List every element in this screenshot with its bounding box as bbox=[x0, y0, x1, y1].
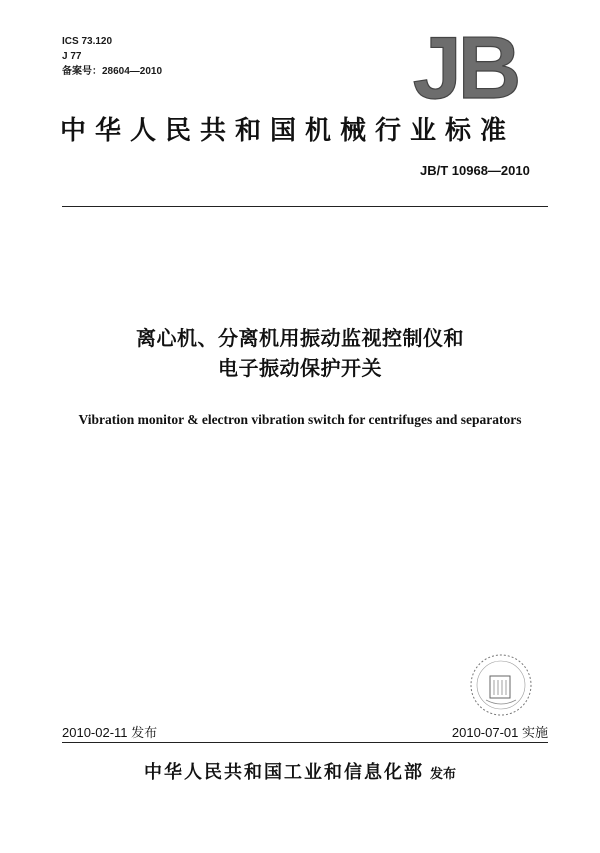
bottom-divider bbox=[62, 742, 548, 743]
classification-block bbox=[62, 34, 162, 79]
title-en: Vibration monitor & electron vibration switch for centrifuges and separators bbox=[78, 412, 522, 427]
filing-number: 备案号：28604—2010 bbox=[62, 66, 163, 77]
ccs-code: J 77 bbox=[62, 51, 82, 62]
title-cn-line1: 离心机、分离机用振动监视控制仪和 bbox=[136, 326, 464, 350]
industry-standard-title: 中华人民共和国机械行业标准 bbox=[60, 116, 516, 146]
ics-code: ICS 73.120 bbox=[62, 36, 113, 47]
publisher-name: 中华人民共和国工业和信息化部 bbox=[143, 762, 424, 783]
issue-date: 2010-02-11 发布 bbox=[62, 725, 158, 740]
implementation-date: 2010-07-01 实施 bbox=[451, 725, 548, 740]
title-cn-line2: 电子振动保护开关 bbox=[218, 356, 382, 380]
jb-logo-text: JB bbox=[412, 22, 518, 110]
standard-number: JB/T 10968—2010 bbox=[420, 163, 530, 178]
publisher-suffix: 发布 bbox=[429, 767, 456, 782]
top-divider bbox=[62, 206, 548, 207]
publisher bbox=[0, 758, 600, 784]
jb-logo bbox=[405, 22, 525, 110]
official-seal-icon bbox=[466, 650, 536, 720]
